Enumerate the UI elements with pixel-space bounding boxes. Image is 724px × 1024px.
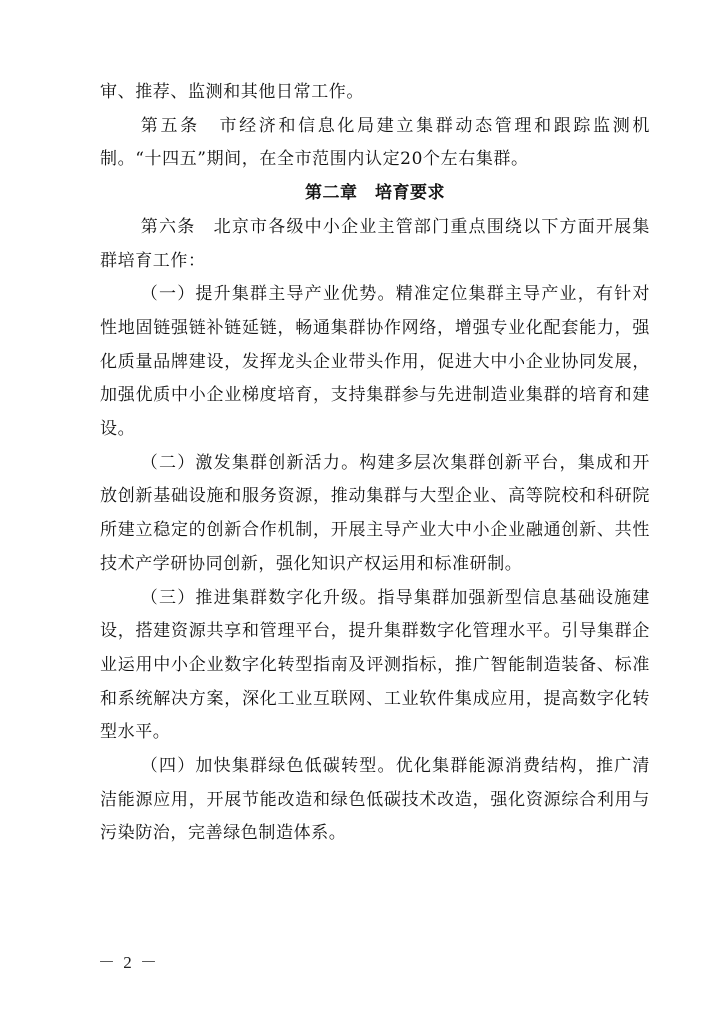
paragraph-article-5: 第五条 市经济和信息化局建立集群动态管理和跟踪监测机制。“十四五”期间，在全市范围内认定20个左右集群。 <box>100 115 650 170</box>
chapter-heading: 第二章 培育要求 <box>305 183 445 204</box>
paragraph-item-4: （四）加快集群绿色低碳转型。优化集群能源消费结构，推广清洁能源应用，开展节能改造和绿色低碳技术改造，强化资源综合利用与污染防治，完善绿色制造体系。 <box>100 756 650 844</box>
paragraph-item-2: （二）激发集群创新活力。构建多层次集群创新平台，集成和开放创新基础设施和服务资源，推动集群与大型企业、高等院校和科研院所建立稳定的创新合作机制，开展主导产业大中小企业融通创新、共性技术产学研协同创新，强化知识产权运用和标准研制。 <box>100 452 650 574</box>
paragraph-article-6: 第六条 北京市各级中小企业主管部门重点围绕以下方面开展集群培育工作： <box>100 216 650 271</box>
paragraph-item-3: （三）推进集群数字化升级。指导集群加强新型信息基础设施建设，搭建资源共享和管理平台，提升集群数字化管理水平。引导集群企业运用中小企业数字化转型指南及评测指标，推广智能制造装备、标准和系统解决方案，深化工业互联网、工业软件集成应用，提高数字化转型水平。 <box>100 587 650 743</box>
body-text <box>100 76 650 851</box>
paragraph-continuation: 审、推荐、监测和其他日常工作。 <box>100 82 364 102</box>
page-number: － 2 － <box>98 953 159 972</box>
paragraph-item-1: （一）提升集群主导产业优势。精准定位集群主导产业，有针对性地固链强链补链延链，畅通集群协作网络，增强专业化配套能力，强化质量品牌建设，发挥龙头企业带头作用，促进大中小企业协同发展，加强优质中小企业梯度培育，支持集群参与先进制造业集群的培育和建设。 <box>100 284 650 440</box>
